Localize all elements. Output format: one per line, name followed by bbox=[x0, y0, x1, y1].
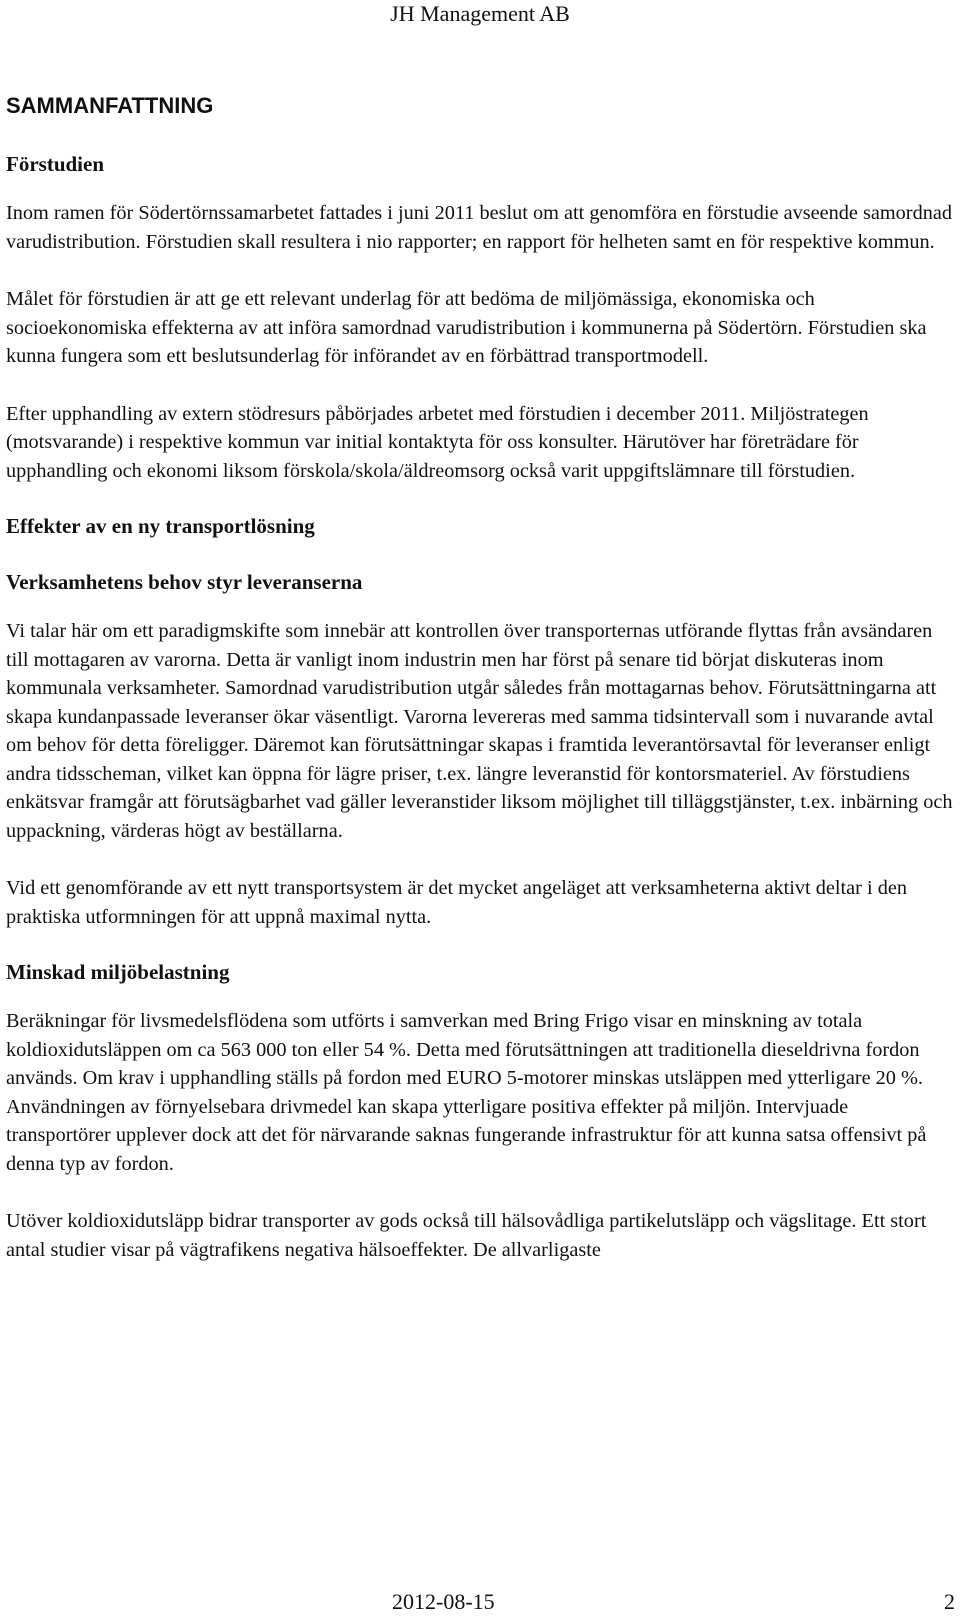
heading-forstudien: Förstudien bbox=[6, 152, 105, 176]
footer-date: 2012-08-15 bbox=[392, 1589, 495, 1614]
heading-minskad-miljobelastning: Minskad miljöbelastning bbox=[6, 960, 230, 984]
page-footer bbox=[0, 1588, 960, 1620]
paragraph: Målet för förstudien är att ge ett relevant underlag för att bedöma de miljömässiga, ekonomiska och socioekonomiska effekterna av att införa samordnad varudistribution i kommunerna på Södertörn. Förstudien ska kunna fungera som ett beslutsunderlag för införandet av en förbättrad transportmodell. bbox=[6, 288, 927, 367]
paragraph: Vid ett genomförande av ett nytt transportsystem är det mycket angeläget att verksamheterna aktivt deltar i den praktiska utformningen för att uppnå maximal nytta. bbox=[6, 877, 907, 928]
document-title: SAMMANFATTNING bbox=[6, 93, 214, 118]
paragraph: Beräkningar för livsmedelsflödena som utförts i samverkan med Bring Frigo visar en minskning av totala koldioxidutsläppen om ca 563 000 ton eller 54 %. Detta med förutsättningen att traditionella dieseldrivna fordon används. Om krav i upphandling ställs på fordon med EURO 5-motorer minskas utsläppen med ytterligare 20 %. Användningen av förnyelsebara drivmedel kan skapa ytterligare positiva effekter på miljön. Intervjuade transportörer upplever dock att det för närvarande saknas fungerande infrastruktur för att kunna satsa offensivt på denna typ av fordon. bbox=[6, 1010, 927, 1175]
paragraph: Inom ramen för Södertörnssamarbetet fattades i juni 2011 beslut om att genomföra en förstudie avseende samordnad varudistribution. Förstudien skall resultera i nio rapporter; en rapport för helheten samt en för respektive kommun. bbox=[6, 202, 952, 253]
page-number: 2 bbox=[944, 1589, 955, 1614]
heading-verksamhetens-behov: Verksamhetens behov styr leveranserna bbox=[6, 570, 363, 594]
paragraph: Vi talar här om ett paradigmskifte som innebär att kontrollen över transporternas utförande flyttas från avsändaren till mottagaren av varorna. Detta är vanligt inom industrin men har först på senare tid börjat diskuteras inom kommunala verksamheter. Samordnad varudistribution utgår således från mottagarnas behov. Förutsättningarna att skapa kundanpassade leveranser ökar väsentligt. Varorna levereras med samma tidsintervall som i nuvarande avtal om behov för detta föreligger. Däremot kan förutsättningar skapas i framtida leverantörsavtal för leveranser enligt andra tidsscheman, vilket kan öppna för lägre priser, t.ex. längre leveranstid för kontorsmateriel. Av förstudiens enkätsvar framgår att förutsägbarhet vad gäller leveranstider liksom möjlighet till tilläggstjänster, t.ex. inbärning och uppackning, värderas högt av beställarna. bbox=[6, 620, 953, 842]
page-header bbox=[0, 0, 960, 28]
heading-effekter: Effekter av en ny transportlösning bbox=[6, 514, 315, 538]
paragraph: Efter upphandling av extern stödresurs påbörjades arbetet med förstudien i december 2011. Miljöstrategen (motsvarande) i respektive kommun var initial kontaktyta för oss konsulter. Härutöver har företrädare för upphandling och ekonomi liksom förskola/skola/äldreomsorg också varit uppgiftslämnare till förstudien. bbox=[6, 402, 869, 482]
document-body bbox=[6, 92, 954, 1264]
company-name: JH Management AB bbox=[390, 1, 570, 26]
paragraph: Utöver koldioxidutsläpp bidrar transporter av gods också till hälsovådliga partikelutsläpp och vägslitage. Ett stort antal studier visar på vägtrafikens negativa hälsoeffekter. De allvarligaste bbox=[6, 1210, 927, 1261]
